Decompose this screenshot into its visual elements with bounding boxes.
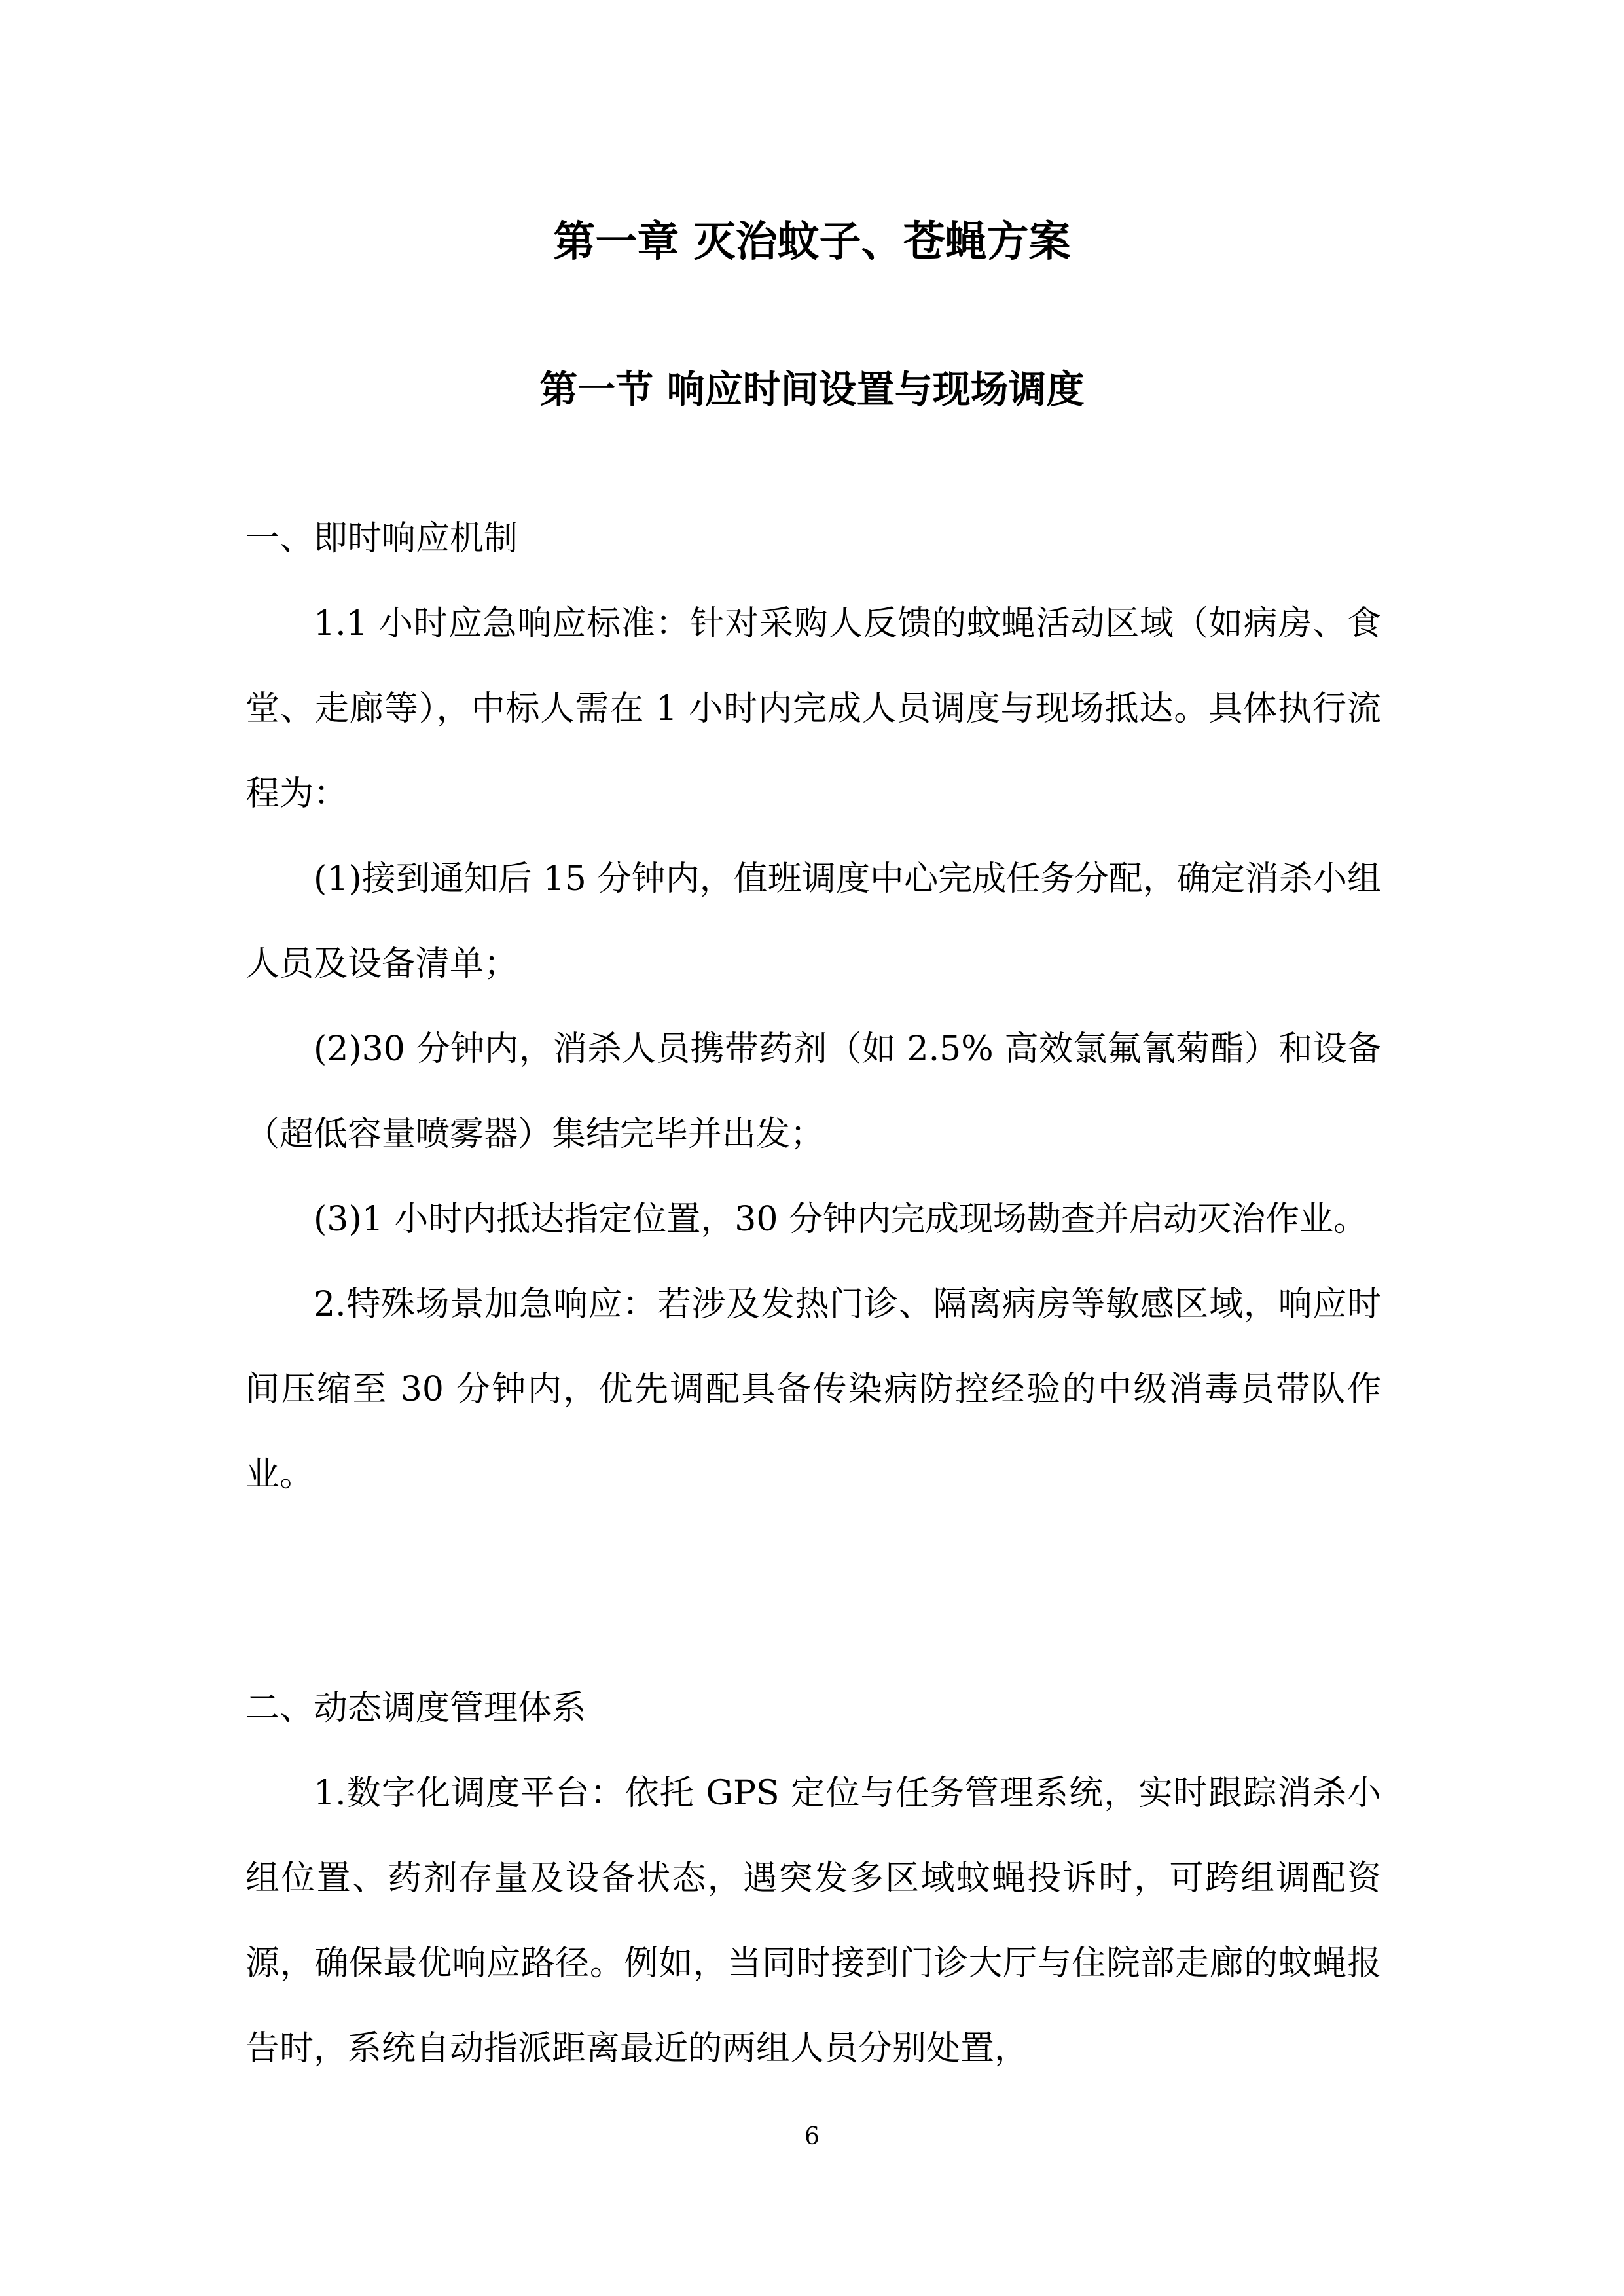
section-title: 第一节 响应时间设置与现场调度 [539, 367, 1085, 412]
paragraph: (1)接到通知后 15 分钟内，值班调度中心完成任务分配，确定消杀小组人员及设备清单； [245, 859, 1381, 984]
paragraph: 1.1 小时应急响应标准：针对采购人反馈的蚊蝇活动区域（如病房、食堂、走廊等），中标人需在 1 小时内完成人员调度与现场抵达。具体执行流程为： [245, 604, 1381, 814]
page-number: 6 [804, 2123, 820, 2150]
part-heading: 一、即时响应机制 [245, 519, 518, 558]
paragraph: (2)30 分钟内，消杀人员携带药剂（如 2.5% 高效氯氟氰菊酯）和设备（超低容量喷雾器）集结完毕并出发； [245, 1030, 1381, 1154]
chapter-title: 第一章 灭治蚊子、苍蝇方案 [553, 218, 1071, 266]
part-dispatch-system [245, 1666, 1381, 2091]
paragraph: (3)1 小时内抵达指定位置，30 分钟内完成现场勘查并启动灭治作业。 [314, 1200, 1367, 1239]
paragraph: 1.数字化调度平台：依托 GPS 定位与任务管理系统，实时跟踪消杀小组位置、药剂存量及设备状态，遇突发多区域蚊蝇投诉时，可跨组调配资源，确保最优响应路径。例如，当同时接到门诊大厅与住院部走廊的蚊蝇报告时，系统自动指派距离最近的两组人员分别处置， [245, 1774, 1381, 2068]
part-heading: 二、动态调度管理体系 [245, 1689, 586, 1728]
paragraph: 2.特殊场景加急响应：若涉及发热门诊、隔离病房等敏感区域，响应时间压缩至 30 分钟内，优先调配具备传染病防控经验的中级消毒员带队作业。 [245, 1285, 1381, 1494]
part-immediate-response [245, 496, 1381, 1517]
